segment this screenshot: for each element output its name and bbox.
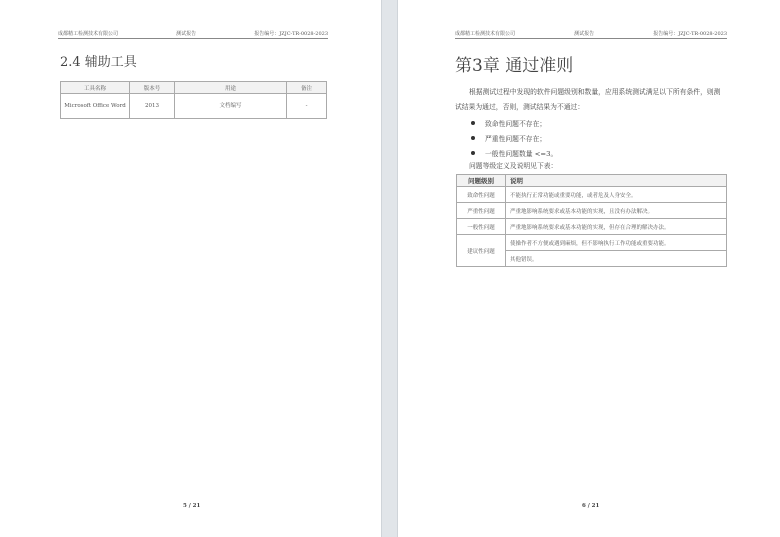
bullet-icon bbox=[471, 151, 475, 155]
page-number: 5 / 21 bbox=[183, 503, 201, 509]
cell: 严重地影响系统要求或基本功能的实现，但存在合理的解决办法。 bbox=[506, 219, 727, 235]
page-number: 6 / 21 bbox=[582, 503, 600, 509]
bullet-text: 一般性问题数量 <=3。 bbox=[485, 150, 558, 158]
cell: 2013 bbox=[130, 94, 175, 119]
header-doc: 测试报告 bbox=[574, 31, 595, 37]
header-company: 成都精工检测技术有限公司 bbox=[58, 31, 119, 37]
table-header-row bbox=[61, 82, 327, 94]
bullet-item bbox=[471, 148, 557, 158]
cell: - bbox=[287, 94, 327, 119]
page-gutter bbox=[381, 0, 398, 537]
table-header-row bbox=[457, 175, 727, 187]
table-row bbox=[457, 219, 727, 235]
issue-level-table bbox=[456, 174, 727, 267]
section-heading: 2.4 辅助工具 bbox=[60, 55, 137, 70]
cell: 严重性问题 bbox=[457, 203, 506, 219]
tools-table bbox=[60, 81, 327, 119]
cell: Microsoft Office Word bbox=[61, 94, 130, 119]
page-header bbox=[58, 29, 328, 39]
bullet-item bbox=[471, 133, 546, 143]
page-header bbox=[455, 29, 727, 39]
bullet-item bbox=[471, 118, 546, 128]
header-doc: 测试报告 bbox=[176, 31, 197, 37]
cell: 一般性问题 bbox=[457, 219, 506, 235]
header-company: 成都精工检测技术有限公司 bbox=[455, 31, 516, 37]
table-row bbox=[457, 235, 727, 251]
col-remark: 备注 bbox=[287, 82, 327, 94]
bullet-text: 严重性问题不存在； bbox=[485, 135, 547, 143]
col-version: 版本号 bbox=[130, 82, 175, 94]
chapter-heading: 第3章 通过准则 bbox=[455, 56, 574, 76]
col-level: 问题级别 bbox=[457, 175, 506, 187]
cell: 建议性问题 bbox=[457, 235, 506, 267]
col-tool-name: 工具名称 bbox=[61, 82, 130, 94]
table-row bbox=[61, 94, 327, 119]
cell: 其他错误。 bbox=[506, 251, 727, 267]
cell: 致命性问题 bbox=[457, 187, 506, 203]
bullet-icon bbox=[471, 121, 475, 125]
header-report-no: 报告编号：JZJC-TR-0028-2023 bbox=[653, 31, 727, 37]
col-description: 说明 bbox=[506, 175, 727, 187]
cell: 严重地影响系统要求或基本功能的实现，且没有办法解决。 bbox=[506, 203, 727, 219]
bullet-text: 致命性问题不存在； bbox=[485, 120, 547, 128]
document-page-5 bbox=[0, 0, 381, 537]
header-report-no: 报告编号：JZJC-TR-0028-2023 bbox=[254, 31, 328, 37]
bullet-icon bbox=[471, 136, 475, 140]
paragraph: 根据测试过程中发现的软件问题级别和数量，应用系统测试满足以下所有条件，则测试结果为通过，否则，测试结果为不通过： bbox=[455, 88, 721, 111]
paragraph: 问题等级定义及说明见下表： bbox=[469, 162, 558, 170]
cell: 使操作者不方便或遇到麻烦，但不影响执行工作功能或重要功能。 bbox=[506, 235, 727, 251]
table-row bbox=[457, 187, 727, 203]
cell: 不能执行正常功能或重要功能，或者危及人身安全。 bbox=[506, 187, 727, 203]
col-purpose: 用途 bbox=[175, 82, 287, 94]
document-page-6 bbox=[398, 0, 780, 537]
table-row bbox=[457, 203, 727, 219]
cell: 文档编写 bbox=[175, 94, 287, 119]
